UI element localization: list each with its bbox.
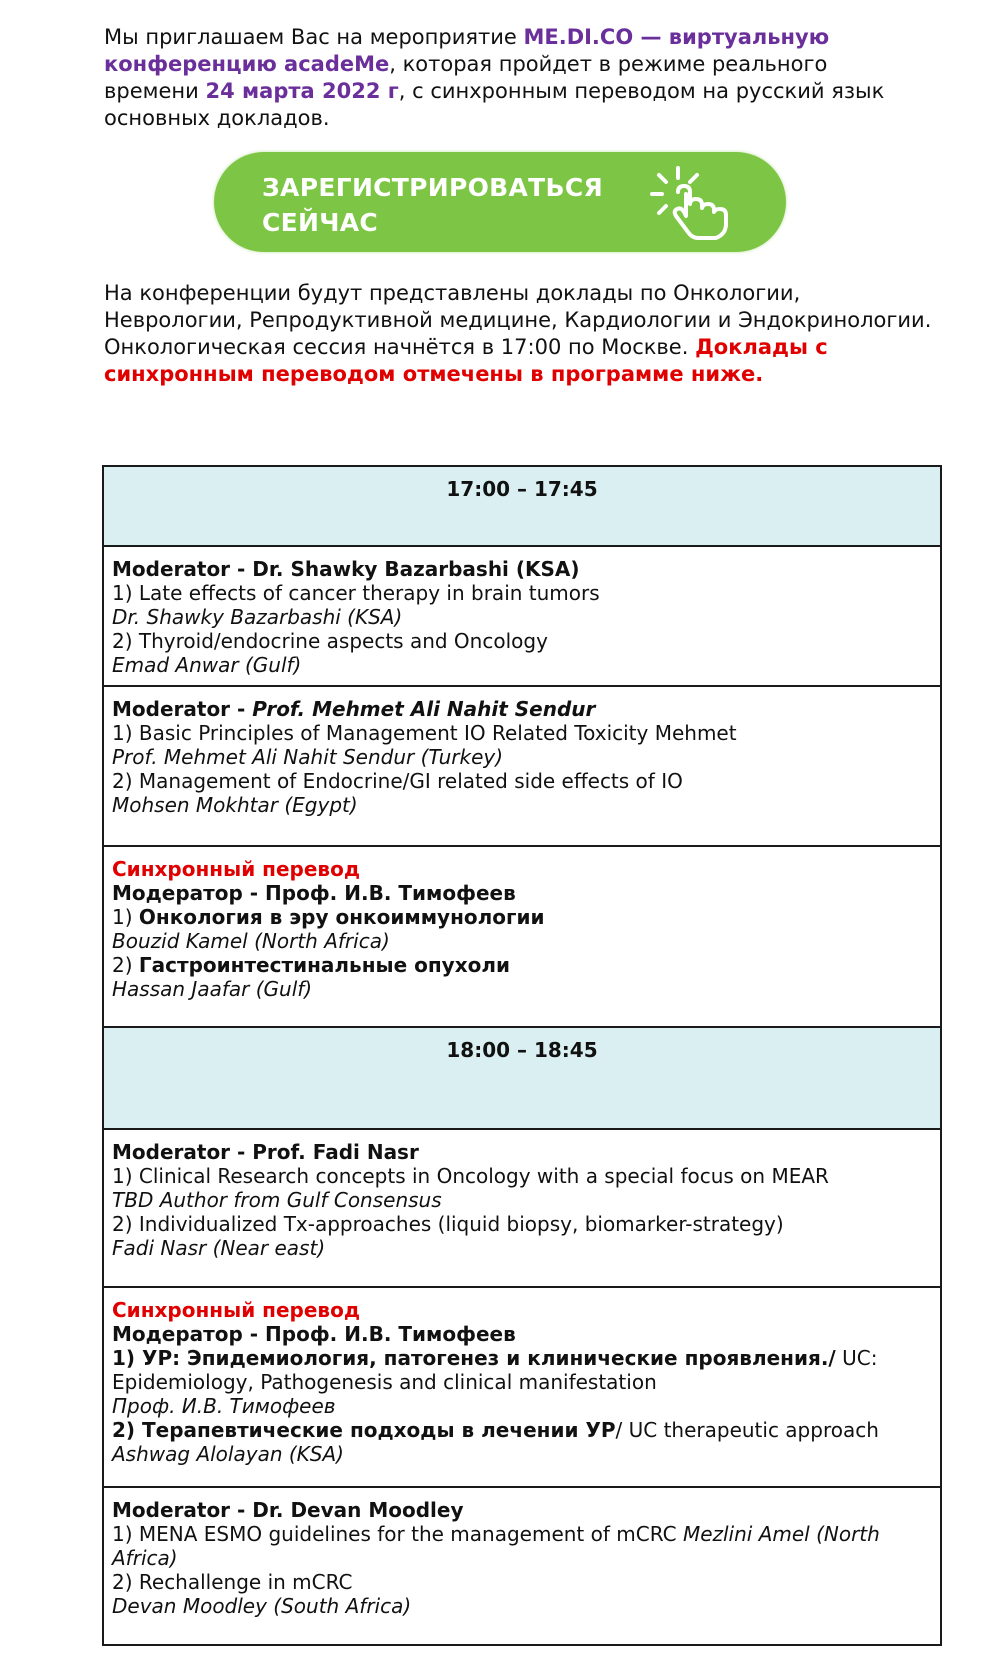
- talk-speaker: Проф. И.В. Тимофеев: [112, 1394, 336, 1418]
- talk-speaker: Bouzid Kamel (North Africa): [112, 929, 390, 953]
- event-name: ME.DI.CO — виртуальную конференцию acadeMe: [104, 25, 830, 76]
- talk-title: 2) Individualized Tx-approaches (liquid biopsy, biomarker-strategy): [112, 1212, 784, 1236]
- session-block-4: [103, 1129, 941, 1287]
- intro-paragraph: [104, 24, 924, 132]
- translation-note: Доклады с синхронным переводом отмечены в программе ниже.: [104, 335, 828, 386]
- time-slot-2: 18:00 – 18:45: [103, 1027, 941, 1129]
- talk-title: 1) Basic Principles of Management IO Related Toxicity Mehmet: [112, 721, 737, 745]
- session-block-5: [103, 1287, 941, 1487]
- talk-title-ru: 2) Терапевтические подходы в лечении УР: [112, 1418, 616, 1442]
- talk-title: [112, 905, 932, 929]
- register-label-line2: СЕЙЧАС: [262, 208, 379, 237]
- session-row: [103, 1487, 941, 1645]
- session-block-1: [103, 546, 941, 686]
- session-row: [103, 546, 941, 686]
- moderator-name: Prof. Mehmet Ali Nahit Sendur: [252, 697, 596, 721]
- translation-label: Синхронный перевод: [112, 857, 360, 881]
- talk-title-text: Гастроинтестинальные опухоли: [138, 953, 511, 977]
- talk-title: 2) Management of Endocrine/GI related side effects of IO: [112, 769, 683, 793]
- intro-text-1: Мы приглашаем Вас на мероприятие: [104, 25, 524, 49]
- session-row: [103, 846, 941, 1027]
- intro-text-2: , которая пройдет в режиме реального времени: [104, 52, 828, 103]
- session-row: [103, 1287, 941, 1487]
- talk-number: 1): [112, 905, 139, 929]
- time-slot-row: [103, 466, 941, 546]
- talk-title-ru: 1) УР: Эпидемиология, патогенез и клинические проявления./: [112, 1346, 836, 1370]
- time-slot-row: [103, 1027, 941, 1129]
- register-now-button[interactable]: [214, 152, 786, 252]
- talk-speaker: Hassan Jaafar (Gulf): [112, 977, 313, 1001]
- talk-speaker: Devan Moodley (South Africa): [112, 1594, 412, 1618]
- session-row: [103, 1129, 941, 1287]
- moderator-prefix: Moderator -: [112, 697, 253, 721]
- event-date: 24 марта 2022 г: [205, 79, 399, 103]
- talk-speaker: Ashwag Alolayan (KSA): [112, 1442, 344, 1466]
- talk-title: 2) Thyroid/endocrine aspects and Oncology: [112, 629, 548, 653]
- register-label-line1: ЗАРЕГИСТРИРОВАТЬСЯ: [262, 173, 604, 202]
- talk-title-text: Онкология в эру онкоиммунологии: [138, 905, 545, 929]
- moderator: Moderator - Dr. Devan Moodley: [112, 1498, 464, 1522]
- talk-title: [112, 953, 932, 977]
- conference-paragraph: [104, 280, 934, 388]
- tap-hand-icon: [646, 164, 746, 240]
- talk-speaker: Fadi Nasr (Near east): [112, 1236, 326, 1260]
- talk-speaker: Emad Anwar (Gulf): [112, 653, 302, 677]
- talk-speaker: TBD Author from Gulf Consensus: [112, 1188, 442, 1212]
- talk-title: [112, 1418, 932, 1442]
- talk-speaker-inline: Mezlini Amel (North Africa): [112, 1522, 880, 1570]
- talk-number: 2): [112, 953, 139, 977]
- session-block-3: [103, 846, 941, 1027]
- session-block-6: [103, 1487, 941, 1645]
- moderator: Moderator - Dr. Shawky Bazarbashi (KSA): [112, 557, 580, 581]
- talk-title: 2) Rechallenge in mCRC: [112, 1570, 353, 1594]
- talk-title-en: UC: Epidemiology, Pathogenesis and clinical manifestation: [112, 1346, 878, 1394]
- talk-title: [112, 1346, 932, 1394]
- intro-text-3: , с синхронным переводом на русский язык основных докладов.: [104, 79, 885, 130]
- talk-title: 1) Clinical Research concepts in Oncology with a special focus on MEAR: [112, 1164, 829, 1188]
- program-table: [102, 465, 942, 1646]
- session-block-2: [103, 686, 941, 846]
- translation-label: Синхронный перевод: [112, 1298, 360, 1322]
- talk-title: 1) Late effects of cancer therapy in brain tumors: [112, 581, 600, 605]
- moderator: Moderator - Prof. Fadi Nasr: [112, 1140, 419, 1164]
- talk-title-text: 1) MENA ESMO guidelines for the management of mCRC: [112, 1522, 683, 1546]
- talk-title-en: / UC therapeutic approach: [615, 1418, 879, 1442]
- moderator: Модератор - Проф. И.В. Тимофеев: [112, 1322, 516, 1346]
- moderator: [112, 697, 932, 721]
- register-button-label: [262, 170, 642, 240]
- talk-speaker: Mohsen Mokhtar (Egypt): [112, 793, 358, 817]
- moderator: Модератор - Проф. И.В. Тимофеев: [112, 881, 516, 905]
- talk-speaker: Dr. Shawky Bazarbashi (KSA): [112, 605, 403, 629]
- talk-title: [112, 1522, 932, 1570]
- talk-speaker: Prof. Mehmet Ali Nahit Sendur (Turkey): [112, 745, 504, 769]
- session-row: [103, 686, 941, 846]
- time-slot-1: 17:00 – 17:45: [103, 466, 941, 546]
- conference-text: На конференции будут представлены доклады по Онкологии, Неврологии, Репродуктивной медицине, Кардиологии и Эндокринологии. Онкологическая сессия начнётся в 17:00 по Москве.: [104, 281, 932, 359]
